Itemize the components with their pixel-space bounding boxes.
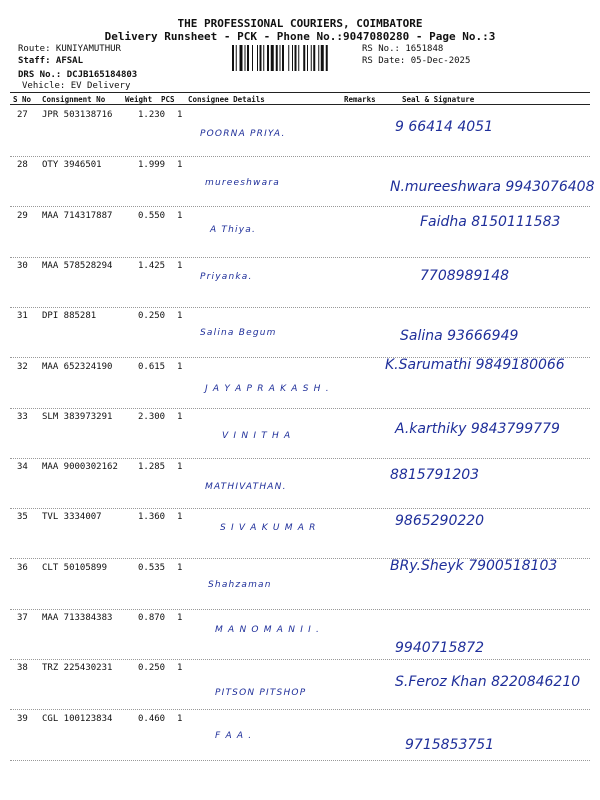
consignment-cell: JPR 503138716 xyxy=(42,110,113,120)
sno-cell: 32 xyxy=(17,361,28,372)
vehicle-label: Vehicle: EV Delivery xyxy=(22,81,131,91)
weight-cell: 0.535 xyxy=(138,562,166,573)
table-row xyxy=(10,356,590,409)
weight-cell: 0.460 xyxy=(138,713,166,724)
table-row xyxy=(10,660,590,710)
consignee-name-handwritten: J A Y A P R A K A S H . xyxy=(205,383,330,394)
pcs-cell: 1 xyxy=(177,462,183,473)
drs-number: DRS No.: DCJB165184803 xyxy=(18,70,138,80)
pcs-cell: 1 xyxy=(177,713,183,724)
table-row xyxy=(10,509,590,559)
sno-cell: 36 xyxy=(17,562,28,573)
signature-handwritten: 7708989148 xyxy=(420,267,510,284)
table-row xyxy=(10,107,590,157)
header-rule-top xyxy=(10,92,590,93)
runsheet-title: Delivery Runsheet - PCK - Phone No.:9047080280 - Page No.:3 xyxy=(104,30,496,43)
consignee-name-handwritten: Priyanka. xyxy=(200,271,253,282)
consignee-name-handwritten: F A A . xyxy=(215,730,253,741)
pcs-cell: 1 xyxy=(177,663,183,674)
weight-cell: 1.360 xyxy=(138,512,166,523)
consignment-cell: DPI 885281 xyxy=(42,311,97,322)
signature-handwritten: K.Sarumathi 9849180066 xyxy=(385,356,565,373)
consignee-name-handwritten: POORNA PRIYA. xyxy=(200,129,286,139)
consignee-name-handwritten: M A N O M A N I I . xyxy=(215,625,321,635)
company-title: THE PROFESSIONAL COURIERS, COIMBATORE xyxy=(177,17,423,30)
signature-handwritten: 9865290220 xyxy=(395,513,485,530)
weight-cell: 0.250 xyxy=(138,311,166,322)
consignee-name-handwritten: MATHIVATHAN. xyxy=(205,482,287,493)
col-weight: Weight xyxy=(125,95,153,104)
consignment-cell: CLT 50105899 xyxy=(42,562,108,573)
pcs-cell: 1 xyxy=(177,613,183,623)
sno-cell: 30 xyxy=(17,260,28,271)
weight-cell: 0.250 xyxy=(138,663,166,674)
weight-cell: 2.300 xyxy=(138,411,166,422)
rs-date: RS Date: 05-Dec-2025 xyxy=(362,56,471,66)
staff-label: Staff: AFSAL xyxy=(18,56,84,66)
sno-cell: 28 xyxy=(17,160,28,171)
table-row xyxy=(10,610,590,660)
consignee-name-handwritten: A Thiya. xyxy=(210,224,257,235)
consignment-cell: MAA 713384383 xyxy=(42,613,113,623)
signature-handwritten: 9940715872 xyxy=(395,640,485,656)
sno-cell: 39 xyxy=(17,713,28,724)
weight-cell: 1.230 xyxy=(138,110,166,120)
signature-handwritten: Faidha 8150111583 xyxy=(420,213,561,230)
pcs-cell: 1 xyxy=(177,562,183,573)
table-row xyxy=(10,208,590,258)
sno-cell: 33 xyxy=(17,411,28,422)
consignment-cell: SLM 383973291 xyxy=(42,411,113,422)
signature-handwritten: 8815791203 xyxy=(390,467,480,484)
col-sno: S No xyxy=(13,95,32,104)
weight-cell: 0.870 xyxy=(138,613,166,623)
consignment-cell: OTY 3946501 xyxy=(42,160,102,171)
weight-cell: 1.999 xyxy=(138,160,166,171)
table-row xyxy=(10,157,595,207)
consignment-cell: MAA 9000302162 xyxy=(42,462,118,473)
table-row xyxy=(10,459,590,509)
signature-handwritten: S.Feroz Khan 8220846210 xyxy=(395,674,581,691)
consignment-cell: TRZ 225430231 xyxy=(42,663,113,674)
pcs-cell: 1 xyxy=(177,260,183,271)
consignment-cell: CGL 100123834 xyxy=(42,713,113,724)
consignee-name-handwritten: Shahzaman xyxy=(208,579,272,590)
signature-handwritten: 9 66414 4051 xyxy=(395,119,493,135)
signature-handwritten: BRy.Sheyk 7900518103 xyxy=(390,557,558,574)
col-seal-signature: Seal & Signature xyxy=(402,95,475,104)
rs-number: RS No.: 1651848 xyxy=(362,44,444,54)
sno-cell: 34 xyxy=(17,462,28,473)
col-consignment: Consignment No xyxy=(42,95,106,104)
consignee-name-handwritten: V I N I T H A xyxy=(222,430,292,441)
header-rule-bottom xyxy=(10,104,590,105)
sno-cell: 27 xyxy=(17,110,28,120)
pcs-cell: 1 xyxy=(177,361,183,372)
consignee-name-handwritten: PITSON PITSHOP xyxy=(215,688,307,699)
table-row xyxy=(10,308,590,358)
col-consignee: Consignee Details xyxy=(188,95,265,104)
consignment-cell: MAA 652324190 xyxy=(42,361,113,372)
sno-cell: 37 xyxy=(17,613,28,623)
consignment-cell: MAA 578528294 xyxy=(42,260,113,271)
weight-cell: 1.425 xyxy=(138,260,166,271)
col-pcs: PCS xyxy=(161,95,175,104)
sno-cell: 35 xyxy=(17,512,28,523)
pcs-cell: 1 xyxy=(177,512,183,523)
consignment-cell: TVL 3334007 xyxy=(42,512,102,523)
pcs-cell: 1 xyxy=(177,160,183,171)
weight-cell: 0.615 xyxy=(138,361,166,372)
pcs-cell: 1 xyxy=(177,210,183,221)
consignment-cell: MAA 714317887 xyxy=(42,210,113,221)
table-row xyxy=(10,557,590,610)
table-row xyxy=(10,409,590,459)
signature-handwritten: N.mureeshwara 9943076408 xyxy=(390,179,595,196)
weight-cell: 0.550 xyxy=(138,210,166,221)
consignee-name-handwritten: Salina Begum xyxy=(200,328,277,339)
table-row xyxy=(10,711,590,761)
consignee-name-handwritten: mureeshwara xyxy=(205,178,280,189)
pcs-cell: 1 xyxy=(177,411,183,422)
sno-cell: 31 xyxy=(17,311,28,322)
pcs-cell: 1 xyxy=(177,311,183,322)
signature-handwritten: Salina 93666949 xyxy=(400,328,519,345)
signature-handwritten: A.karthiky 9843799779 xyxy=(395,420,560,437)
pcs-cell: 1 xyxy=(177,110,183,120)
consignee-name-handwritten: S I V A K U M A R xyxy=(220,523,317,534)
row-divider xyxy=(10,760,590,761)
route-label: Route: KUNIYAMUTHUR xyxy=(18,44,121,54)
weight-cell: 1.285 xyxy=(138,462,166,473)
table-row xyxy=(10,258,590,308)
sno-cell: 38 xyxy=(17,663,28,674)
barcode-image xyxy=(232,45,358,71)
col-remarks: Remarks xyxy=(344,95,376,104)
sno-cell: 29 xyxy=(17,210,28,221)
signature-handwritten: 9715853751 xyxy=(405,736,495,753)
